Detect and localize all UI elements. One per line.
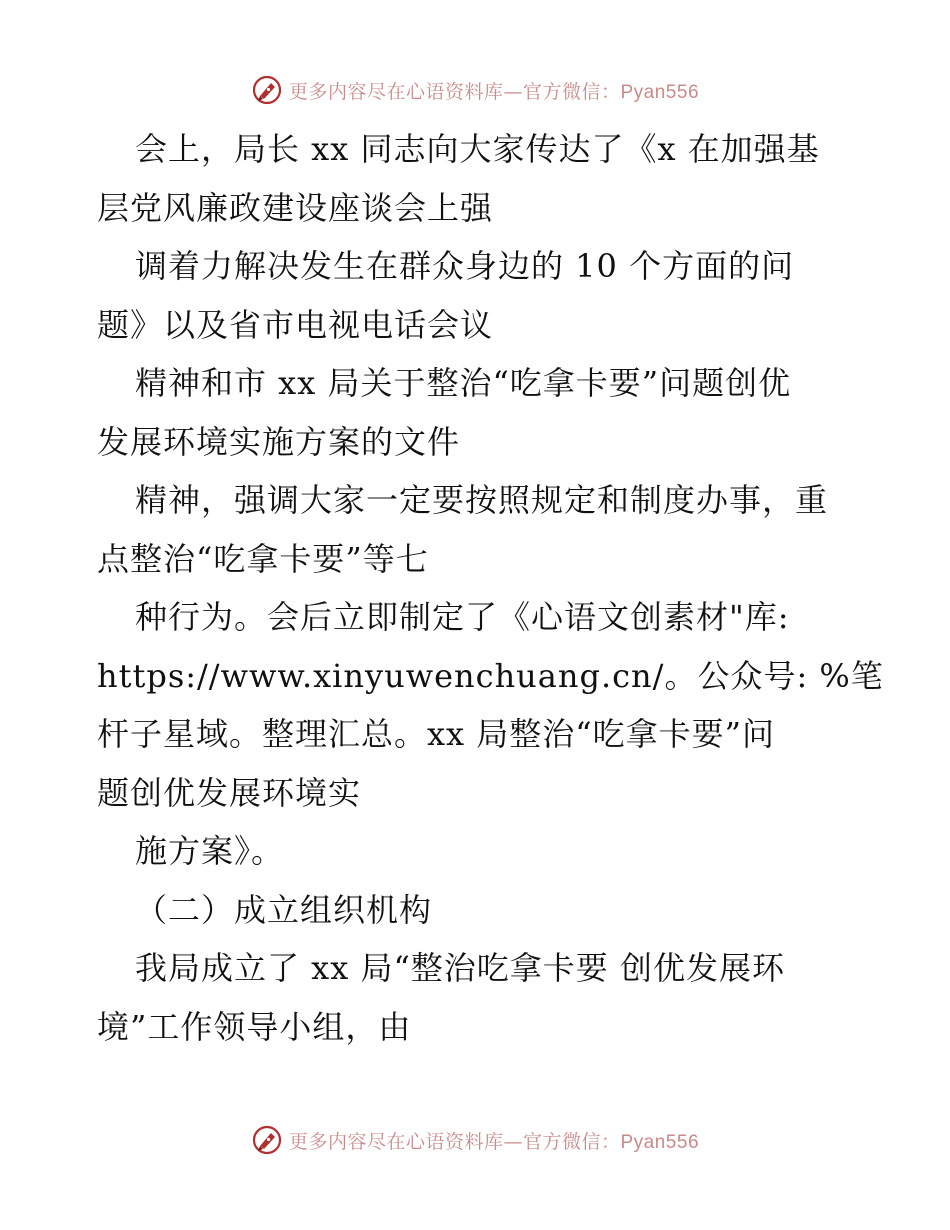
text-line: 种行为。会后立即制定了《心语文创素材"库: [135, 598, 790, 636]
text-line: 我局成立了 xx 局“整治吃拿卡要 创优发展环 [135, 949, 785, 987]
footer-banner [0, 1120, 950, 1160]
text-line: 层党风廉政建设座谈会上强 [97, 188, 494, 227]
banner-wechat-id: Pyan556 [620, 81, 700, 103]
banner-wechat-id: Pyan556 [620, 1131, 700, 1153]
text-line: 调着力解决发生在群众身边的 10 个方面的问 [135, 247, 795, 285]
text-line: 题》以及省市电视电话会议 [97, 305, 494, 344]
banner-text-cn: 更多内容尽在心语资料库—官方微信： [288, 1130, 621, 1153]
text-line: 境”工作领导小组，由 [97, 1007, 412, 1046]
banner-text [289, 77, 699, 104]
text-line: 题创优发展环境实 [97, 773, 362, 812]
text-line: 施方案》。 [135, 832, 285, 870]
pen-nib-logo-icon [251, 74, 283, 106]
text-line: 会上，局长 xx 同志向大家传达了《x 在加强基 [135, 130, 820, 168]
pen-nib-logo-icon [251, 1124, 283, 1156]
text-line: 精神，强调大家一定要按照规定和制度办事，重 [135, 481, 829, 519]
text-line: 发展环境实施方案的文件 [97, 422, 461, 461]
banner-text-cn: 更多内容尽在心语资料库—官方微信： [288, 80, 621, 103]
text-line: 精神和市 xx 局关于整治“吃拿卡要”问题创优 [135, 364, 792, 402]
text-line: 点整治“吃拿卡要”等七 [97, 539, 429, 578]
header-banner [0, 70, 950, 110]
text-line: https://www.xinyuwenchuang.cn/。公众号: %笔 [97, 656, 884, 695]
text-line: 杆子星域。整理汇总。xx 局整治“吃拿卡要”问 [97, 715, 775, 753]
document-body [97, 120, 884, 1056]
text-line: （二）成立组织机构 [135, 890, 433, 929]
banner-text [289, 1127, 699, 1154]
